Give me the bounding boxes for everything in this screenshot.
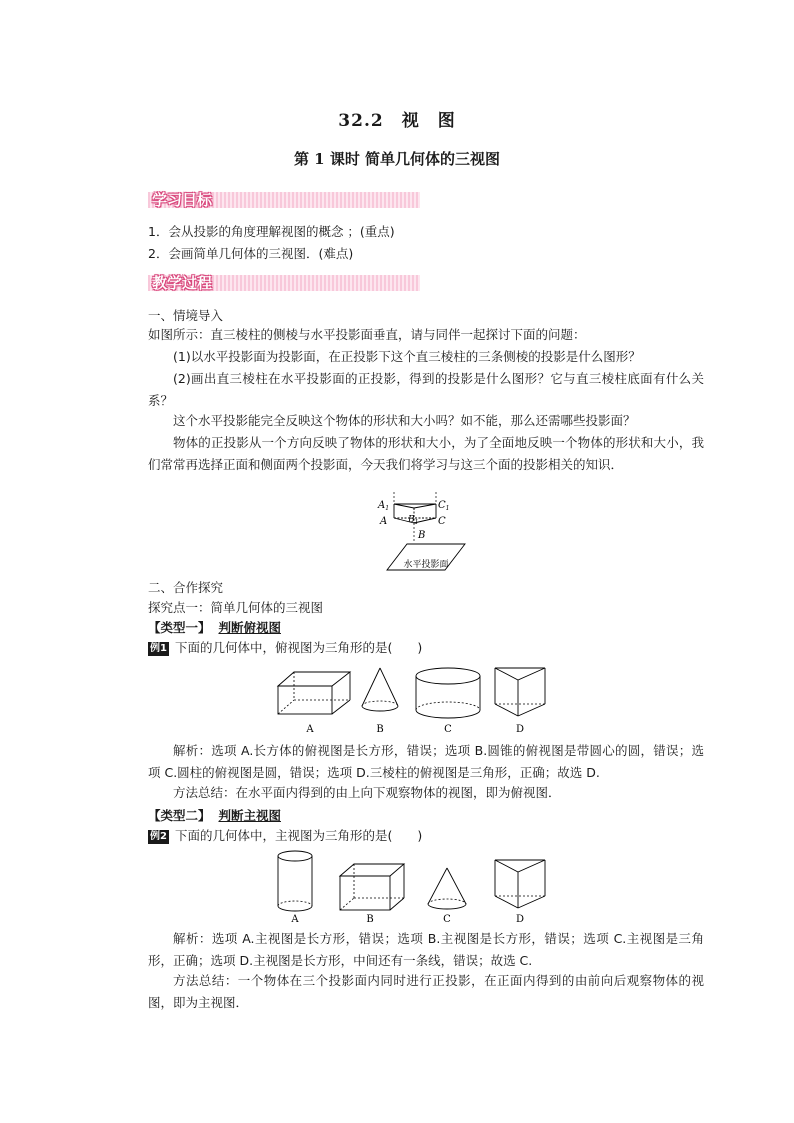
label-c: C bbox=[438, 516, 446, 527]
example-1-solution: 解析：选项 A.长方体的俯视图是长方形，错误；选项 B.圆锥的俯视图是带圆心的圆，错误；选项 C.圆柱的俯视图是圆，错误；选项 D.三棱柱的俯视图是三角形，正确；故选 D. bbox=[148, 743, 704, 780]
ex1-cylinder bbox=[416, 668, 480, 718]
example-2-method: 方法总结：一个物体在三个投影面内同时进行正投影，在正面内得到的由前向后观察物体的视图，即为主视图． bbox=[148, 973, 704, 1010]
label-b: B bbox=[418, 530, 426, 541]
example-2-figures bbox=[270, 848, 555, 926]
ex2-label-c: C bbox=[443, 914, 451, 925]
type2-bracket: 【类型二】 bbox=[148, 808, 211, 823]
label-a1: $A_1$ bbox=[378, 500, 390, 512]
ex1-cuboid bbox=[278, 672, 350, 714]
process-banner bbox=[148, 272, 420, 294]
ex2-cylinder bbox=[278, 851, 312, 911]
ex2-cone bbox=[428, 868, 466, 909]
ex2-label-a: A bbox=[291, 914, 299, 925]
objective-2: 2．会画简单几何体的三视图．(难点) bbox=[148, 246, 354, 261]
section2-heading: 二、合作探究 bbox=[148, 580, 224, 595]
page-title: 32.2 视 图 bbox=[338, 111, 456, 131]
intro-question-2: (2)画出直三棱柱在水平投影面的正投影，得到的投影是什么图形？它与直三棱柱底面有什么关系？ bbox=[148, 371, 704, 408]
type2-title: 判断主视图 bbox=[218, 808, 281, 823]
intro-paragraph-1: 如图所示：直三棱柱的侧棱与水平投影面垂直，请与同伴一起探讨下面的问题： bbox=[148, 327, 586, 342]
ex2-label-b: B bbox=[366, 914, 374, 925]
type1-title: 判断俯视图 bbox=[218, 620, 281, 635]
example-2-badge: 例2 bbox=[150, 831, 167, 842]
example-1-badge: 例1 bbox=[150, 643, 167, 654]
lesson-subtitle: 第 1 课时 简单几何体的三视图 bbox=[293, 150, 501, 168]
type1-bracket: 【类型一】 bbox=[148, 620, 211, 635]
label-c1: $C_1$ bbox=[438, 500, 450, 512]
intro-paragraph-2: 物体的正投影从一个方向反映了物体的形状和大小，为了全面地反映一个物体的形状和大小，我们常常再选择正面和侧面两个投影面，今天我们将学习与这三个面的投影相关的知识． bbox=[148, 435, 704, 472]
example-2-question bbox=[148, 826, 422, 845]
label-b1: $B_1$ bbox=[408, 515, 419, 526]
example-2-text: 下面的几何体中，主视图为三角形的是( ) bbox=[174, 828, 423, 843]
ex1-triangular-prism bbox=[495, 668, 545, 716]
ex1-label-d: D bbox=[515, 724, 525, 735]
example-1-text: 下面的几何体中，俯视图为三角形的是( ) bbox=[174, 640, 423, 655]
prism-projection-figure bbox=[370, 492, 470, 574]
objective-1: 1．会从投影的角度理解视图的概念 ；(重点) bbox=[148, 224, 395, 239]
label-a: A bbox=[380, 516, 388, 527]
explore-point-1: 探究点一：简单几何体的三视图 bbox=[148, 600, 324, 615]
example-1-question bbox=[148, 638, 422, 657]
type1-heading bbox=[148, 618, 281, 637]
ex1-label-c: C bbox=[444, 724, 452, 735]
intro-question-1: (1)以水平投影面为投影面，在正投影下这个直三棱柱的三条侧棱的投影是什么图形？ bbox=[173, 349, 641, 364]
section1-heading: 一、情境导入 bbox=[148, 308, 224, 323]
example-2-solution: 解析：选项 A.主视图是长方形，错误；选项 B.主视图是长方形，错误；选项 C.主视图是三角形，正确；选项 D.主视图是长方形，中间还有一条线，错误；故选 C. bbox=[148, 931, 704, 968]
process-banner-label: 教学过程 bbox=[152, 274, 213, 292]
ex1-label-b: B bbox=[376, 724, 384, 735]
type2-heading bbox=[148, 806, 281, 825]
ex2-triangular-prism bbox=[495, 860, 545, 908]
plane-label: 水平投影面 bbox=[403, 560, 449, 570]
objectives-banner-label: 学习目标 bbox=[152, 191, 213, 209]
example-1-figures bbox=[270, 664, 555, 736]
example-1-method: 方法总结：在水平面内得到的由上向下观察物体的视图，即为俯视图． bbox=[173, 785, 561, 800]
ex1-cone bbox=[362, 668, 398, 711]
ex1-label-a: A bbox=[306, 724, 314, 735]
ex2-cuboid bbox=[340, 864, 404, 910]
intro-question-3: 这个水平投影能完全反映这个物体的形状和大小吗？如不能，那么还需哪些投影面？ bbox=[173, 413, 636, 428]
ex2-label-d: D bbox=[515, 914, 525, 925]
objectives-banner bbox=[148, 189, 420, 211]
